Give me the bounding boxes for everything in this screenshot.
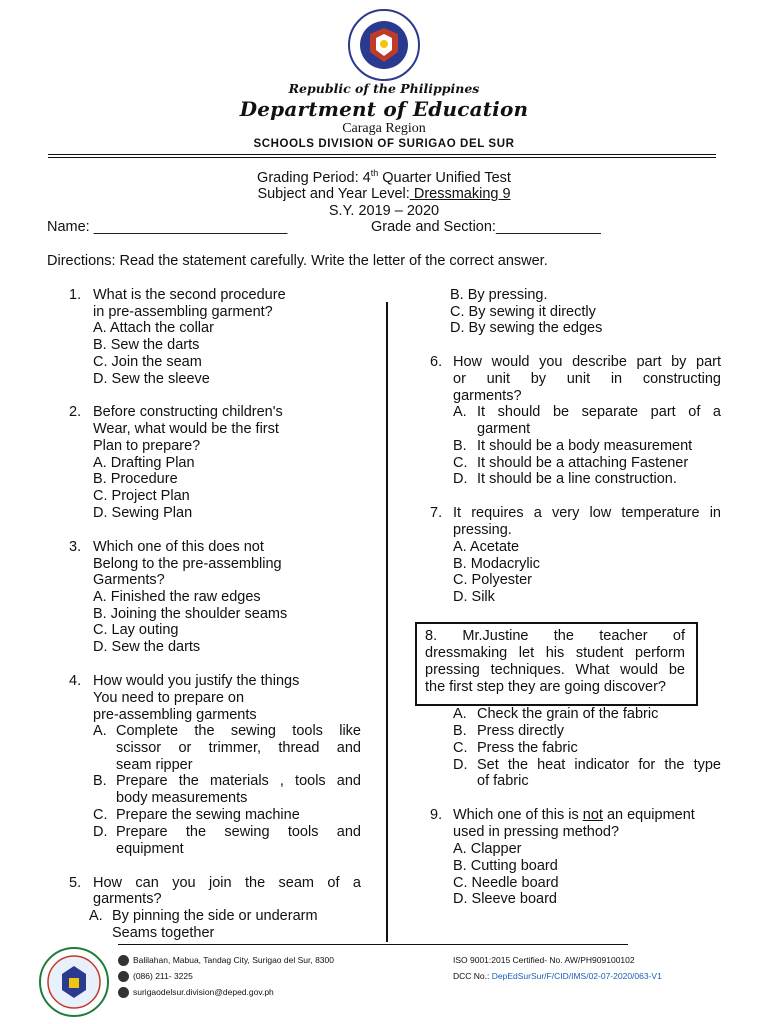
footer-rule	[118, 944, 628, 945]
division-heading: SCHOOLS DIVISION OF SURIGAO DEL SUR	[253, 138, 515, 150]
choice: B. Modacrylic	[453, 556, 541, 572]
subject-year-level: Subject and Year Level: Dressmaking 9	[257, 186, 511, 202]
choice: D. Sew the sleeve	[93, 371, 210, 387]
header-rule	[48, 154, 716, 155]
choice: It should be a line construction.	[477, 471, 677, 487]
choice: B. Sew the darts	[93, 337, 200, 353]
choice: C. By sewing it directly	[450, 304, 596, 320]
choice: D. Sleeve board	[453, 891, 557, 907]
school-year: S.Y. 2019 – 2020	[328, 203, 440, 219]
deped-seal	[334, 8, 434, 82]
choice: D. Silk	[453, 589, 495, 605]
footer-iso: ISO 9001:2015 Certified- No. AW/PH909100102	[453, 955, 635, 965]
republic-heading: Republic of the Philippines	[288, 81, 480, 96]
choice: A. Acetate	[453, 539, 520, 555]
grade-section-field[interactable]: Grade and Section:_____________	[371, 219, 601, 235]
column-divider	[386, 302, 388, 942]
location-icon	[118, 955, 129, 966]
department-heading: Department of Education	[239, 97, 529, 121]
choice: B. Cutting board	[453, 858, 558, 874]
choice: Press the fabric	[477, 740, 578, 756]
footer-address: Balilahan, Mabua, Tandag City, Surigao del Sur, 8300	[133, 955, 334, 965]
grading-period: Grading Period: 4th Quarter Unified Test	[257, 168, 511, 186]
choice: D. By sewing the edges	[450, 320, 603, 336]
choice: C. Needle board	[453, 875, 559, 891]
choice: It should be separate part of a	[477, 404, 721, 420]
name-field[interactable]: Name: ________________________	[47, 219, 288, 235]
choice: A. Drafting Plan	[93, 455, 195, 471]
directions: Directions: Read the statement carefully. Write the letter of the correct answer.	[47, 253, 548, 269]
email-icon	[118, 987, 129, 998]
choice: C. Project Plan	[93, 488, 190, 504]
choice: C. Lay outing	[93, 622, 179, 638]
phone-icon	[118, 971, 129, 982]
choice: D. Sew the darts	[93, 639, 201, 655]
choice: C. Polyester	[453, 572, 532, 588]
choice: Press directly	[477, 723, 565, 739]
choice: B. By pressing.	[450, 287, 548, 303]
footer-email[interactable]: surigaodelsur.division@deped.gov.ph	[133, 987, 274, 997]
choice: Prepare the materials , tools and	[116, 773, 361, 789]
header-rule-thin	[48, 157, 716, 158]
choice: Set the heat indicator for the type	[477, 757, 721, 773]
choice: Prepare the sewing tools and	[116, 824, 361, 840]
choice: It should be a body measurement	[477, 438, 693, 454]
region-heading: Caraga Region	[342, 121, 426, 136]
choice: By pinning the side or underarm	[112, 908, 318, 924]
division-logo	[38, 946, 110, 1018]
choice: It should be a attaching Fastener	[477, 455, 689, 471]
choice: D. Sewing Plan	[93, 505, 193, 521]
choice: B. Joining the shoulder seams	[93, 606, 288, 622]
choice: C. Join the seam	[93, 354, 202, 370]
footer-phone: (086) 211- 3225	[133, 971, 193, 981]
footer-dcc: DCC No.: DepEdSurSur/F/CID/IMS/02-07-2020/063-V1	[453, 971, 662, 981]
choice: B. Procedure	[93, 471, 178, 487]
choice: Check the grain of the fabric	[477, 706, 659, 722]
choice: A. Finished the raw edges	[93, 589, 261, 605]
choice: A. Attach the collar	[93, 320, 214, 336]
choice: A. Clapper	[453, 841, 522, 857]
choice: Prepare the sewing machine	[116, 807, 300, 823]
choice: Complete the sewing tools like	[116, 723, 361, 739]
dcc-number: DepEdSurSur/F/CID/IMS/02-07-2020/063-V1	[491, 971, 662, 981]
